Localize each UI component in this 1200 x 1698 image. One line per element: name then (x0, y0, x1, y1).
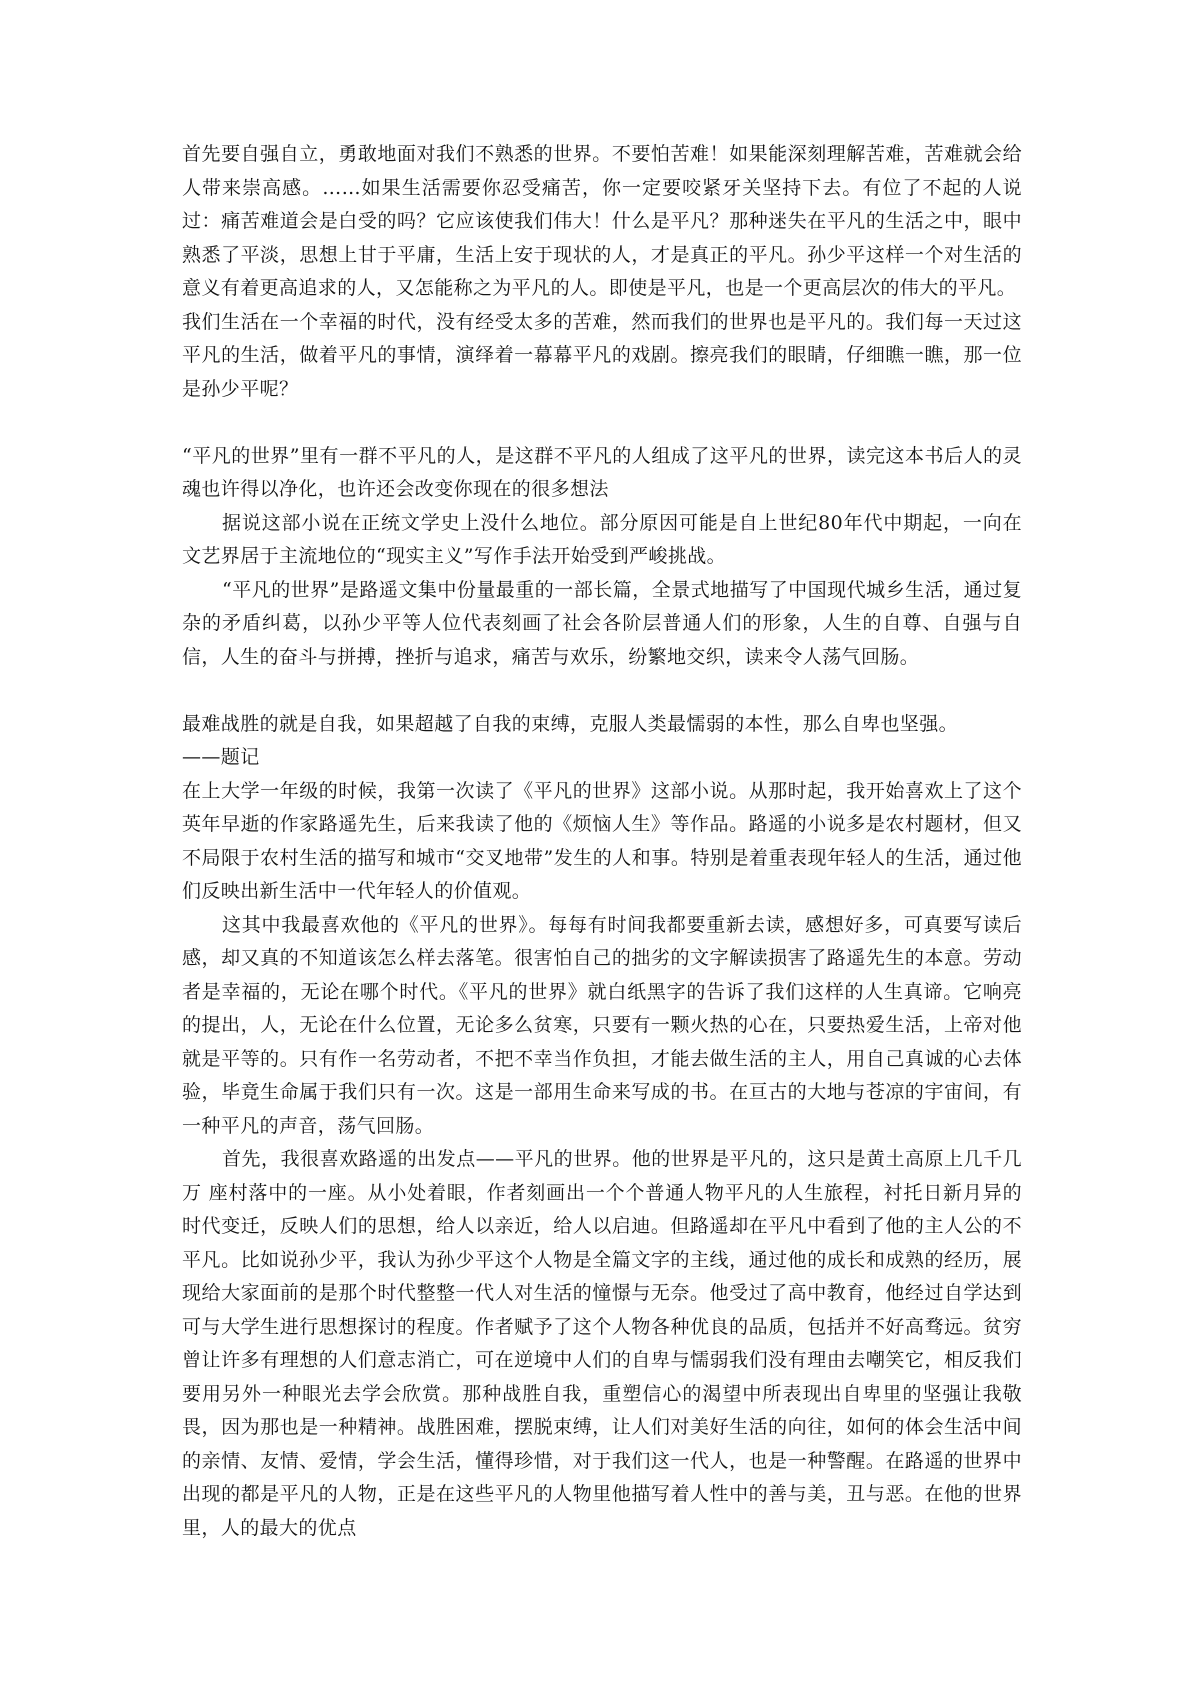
paragraph-4: 据说这部小说在正统文学史上没什么地位。部分原因可能是自上世纪80年代中期起，一向在文艺界居于主流地位的“现实主义”写作手法开始受到严峻挑战。 (182, 511, 1022, 567)
paragraph-5: “平凡的世界”是路遥文集中份量最重的一部长篇，全景式地描写了中国现代城乡生活，通过复杂的矛盾纠葛，以孙少平等人位代表刻画了社会各阶层普通人们的形象，人生的自尊、自强与自信，人生的奋斗与拼搏，挫折与追求，痛苦与欢乐，纷繁地交织，读来令人荡气回肠。 (182, 578, 1022, 668)
paragraph-8: 首先，我很喜欢路遥的出发点——平凡的世界。他的世界是平凡的，这只是黄土高原上几千几万 座村落中的一座。从小处着眼，作者刻画出一个个普通人物平凡的人生旅程，衬托日新月异的时代变迁，反映人们的思想，给人以亲近，给人以启迪。但路遥却在平凡中看到了他的主人公的不平凡。比如说孙少平，我认为孙少平这个人物是全篇文字的主线，通过他的成长和成熟的经历，展现给大家面前的是那个时代整整一代人对生活的憧憬与无奈。他受过了高中教育，他经过自学达到可与大学生进行思想探讨的程度。作者赋予了这个人物各种优良的品质，包括并不好高骛远。贫穷曾让许多有理想的人们意志消亡，可在逆境中人们的自卑与懦弱我们没有理由去嘲笑它，相反我们要用另外一种眼光去学会欣赏。那种战胜自我，重塑信心的渴望中所表现出自卑里的坚强让我敬畏，因为那也是一种精神。战胜困难，摆脱束缚，让人们对美好生活的向往，如何的体会生活中间的亲情、友情、爱情，学会生活，懂得珍惜，对于我们这一代人，也是一种警醒。在路遥的世界中出现的都是平凡的人物，正是在这些平凡的人物里他描写着人性中的善与美，丑与恶。在他的世界里，人的最大的优点 (182, 1148, 1022, 1539)
paragraph-2: 我们生活在一个幸福的时代，没有经受太多的苦难，然而我们的世界也是平凡的。我们每一天过这平凡的生活，做着平凡的事情，演绎着一幕幕平凡的戏剧。擦亮我们的眼睛，仔细瞧一瞧，那一位是孙少平呢？ (182, 310, 1022, 400)
paragraph-1: 首先要自强自立，勇敢地面对我们不熟悉的世界。不要怕苦难！如果能深刻理解苦难，苦难就会给人带来崇高感。……如果生活需要你忍受痛苦，你一定要咬紧牙关坚持下去。有位了不起的人说过：痛苦难道会是白受的吗？它应该使我们伟大！什么是平凡？那种迷失在平凡的生活之中，眼中熟悉了平淡，思想上甘于平庸，生活上安于现状的人，才是真正的平凡。孙少平这样一个对生活的意义有着更高追求的人，又怎能称之为平凡的人。即使是平凡，也是一个更高层次的伟大的平凡。 (182, 143, 1022, 299)
paragraph-3: “平凡的世界”里有一群不平凡的人，是这群不平凡的人组成了这平凡的世界，读完这本书后人的灵魂也许得以净化，也许还会改变你现在的很多想法 (182, 444, 1022, 500)
epigraph: 最难战胜的就是自我，如果超越了自我的束缚，克服人类最懦弱的本性，那么自卑也坚强。 (182, 712, 959, 735)
blank-line (182, 674, 1022, 708)
blank-line (182, 406, 1022, 440)
paragraph-7: 这其中我最喜欢他的《平凡的世界》。每每有时间我都要重新去读，感想好多，可真要写读后感，却又真的不知道该怎么样去落笔。很害怕自己的拙劣的文字解读损害了路遥先生的本意。劳动者是幸福的，无论在哪个时代。《平凡的世界》就白纸黑字的告诉了我们这样的人生真谛。它响亮的提出，人，无论在什么位置，无论多么贫寒，只要有一颗火热的心在，只要热爱生活，上帝对他就是平等的。只有作一名劳动者，不把不幸当作负担，才能去做生活的主人，用自己真诚的心去体验，毕竟生命属于我们只有一次。这是一部用生命来写成的书。在亘古的大地与苍凉的宇宙间，有一种平凡的声音，荡气回肠。 (182, 913, 1022, 1137)
epigraph-attribution: ——题记 (182, 746, 260, 768)
paragraph-6: 在上大学一年级的时候，我第一次读了《平凡的世界》这部小说。从那时起，我开始喜欢上了这个英年早逝的作家路遥先生，后来我读了他的《烦恼人生》等作品。路遥的小说多是农村题材，但又不局限于农村生活的描写和城市“交叉地带”发生的人和事。特别是着重表现年轻人的生活，通过他们反映出新生活中一代年轻人的价值观。 (182, 779, 1022, 902)
document-page (182, 138, 1022, 1545)
